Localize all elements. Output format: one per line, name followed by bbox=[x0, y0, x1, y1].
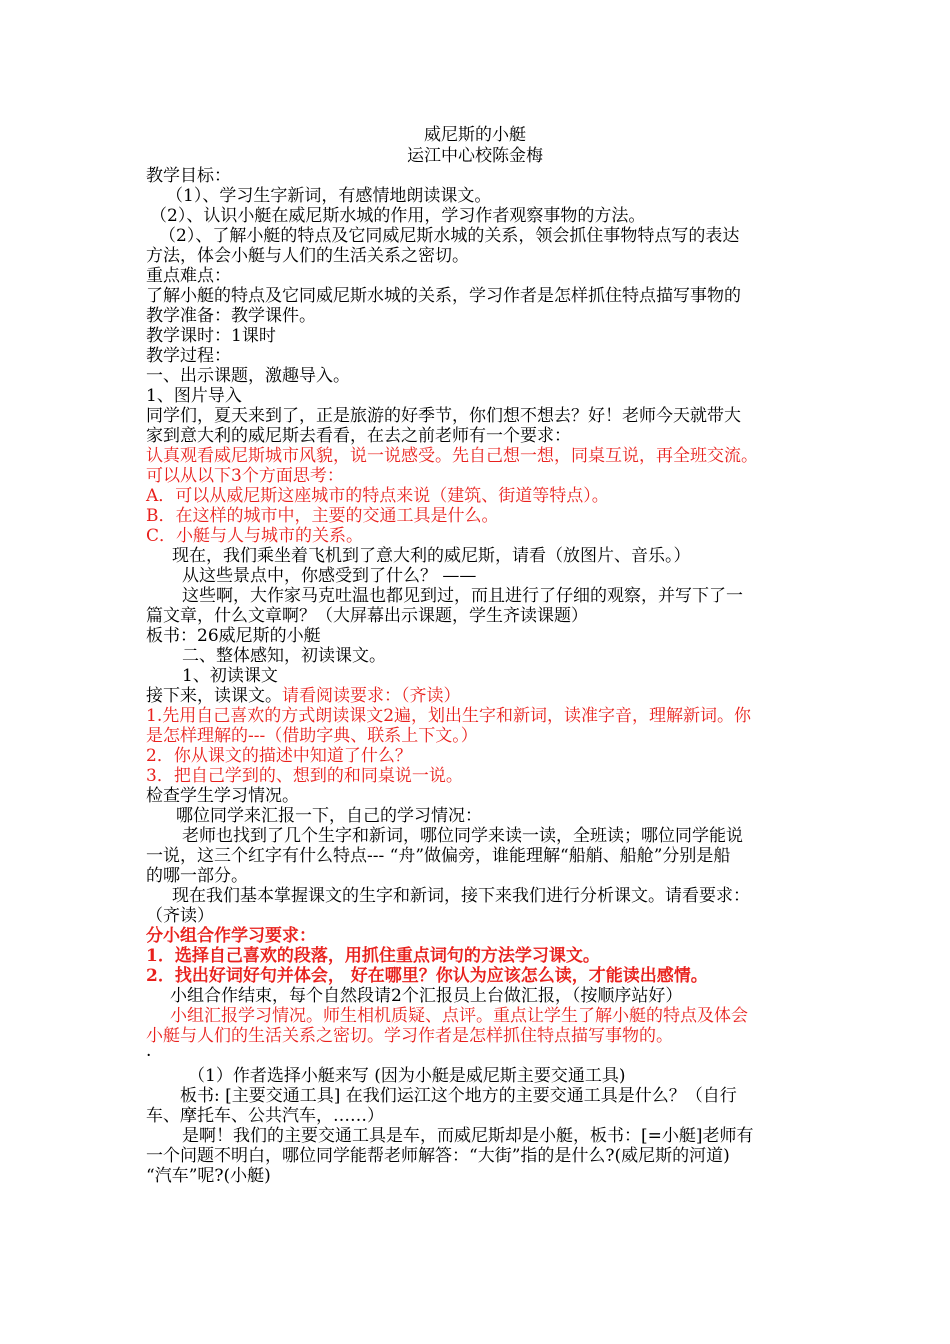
goal-3-cont: 方法，体会小艇与人们的生活关系之密切。 bbox=[146, 246, 469, 266]
bullet-dot: · bbox=[146, 1046, 152, 1066]
reading-line bbox=[146, 686, 461, 706]
aspect-a: A．可以从威尼斯这座城市的特点来说（建筑、街道等特点）。 bbox=[146, 486, 609, 506]
board-transport: 板书: [主要交通工具] 在我们运江这个地方的主要交通工具是什么？（自行 bbox=[180, 1086, 737, 1106]
reading-intro: 接下来，读课文。 bbox=[146, 686, 282, 706]
requirement-red-cont: 可以从以下3个方面思考： bbox=[146, 466, 344, 486]
paragraph-twain: 这些啊，大作家马克吐温也都见到过，而且进行了仔细的观察，并写下了一 bbox=[182, 586, 743, 606]
paragraph-plane: 现在，我们乘坐着飞机到了意大利的威尼斯，请看（放图片、音乐。） bbox=[172, 546, 691, 566]
aspect-c: C．小艇与人与城市的关系。 bbox=[146, 526, 364, 546]
analysis-intro: 现在我们基本掌握课文的生字和新词，接下来我们进行分析课文。请看要求： bbox=[172, 886, 750, 906]
section-heading-keypoints: 重点难点： bbox=[146, 266, 231, 286]
doc-title: 威尼斯的小艇 bbox=[424, 125, 526, 145]
step-1-heading: 一、出示课题，激趣导入。 bbox=[146, 366, 350, 386]
section-heading-goals: 教学目标： bbox=[146, 166, 231, 186]
check-words-cont-2: 的哪一部分。 bbox=[146, 866, 248, 886]
group-report: 小组汇报学习情况。师生相机质疑、点评。重点让学生了解小艇的特点及体会 bbox=[170, 1006, 748, 1026]
paragraph-intro-cont: 家到意大利的威尼斯去看看，在去之前老师有一个要求： bbox=[146, 426, 571, 446]
goal-3: （2）、了解小艇的特点及它同威尼斯水城的关系，领会抓住事物特点写的表达 bbox=[159, 226, 740, 246]
group-end: 小组合作结束，每个自然段请2个汇报员上台做汇报，（按顺序站好） bbox=[170, 986, 683, 1006]
check-words: 老师也找到了几个生字和新词，哪位同学来读一读，全班读；哪位同学能说 bbox=[182, 826, 743, 846]
doc-author: 运江中心校陈金梅 bbox=[407, 146, 543, 166]
board-title: 板书：26威尼斯的小艇 bbox=[146, 626, 321, 646]
check-heading: 检查学生学习情况。 bbox=[146, 786, 299, 806]
group-item-1: 1．选择自己喜欢的段落，用抓住重点词句的方法学习课文。 bbox=[146, 946, 600, 966]
analysis-intro-cont: （齐读） bbox=[146, 906, 214, 926]
analysis-1: （1）作者选择小艇来写 (因为小艇是威尼斯主要交通工具) bbox=[188, 1066, 626, 1086]
check-report: 哪位同学来汇报一下，自己的学习情况： bbox=[176, 806, 482, 826]
reading-item-3: 3．把自己学到的、想到的和同桌说一说。 bbox=[146, 766, 463, 786]
step-2-heading: 二、整体感知，初读课文。 bbox=[182, 646, 386, 666]
paragraph-boat-cont: 一个问题不明白，哪位同学能帮老师解答：“大街”指的是什么?(威尼斯的河道) bbox=[146, 1146, 730, 1166]
reading-requirement: 请看阅读要求：（齐读） bbox=[282, 686, 461, 706]
hours-text: 教学课时：1课时 bbox=[146, 326, 276, 346]
group-item-2: 2．找出好词好句并体会， 好在哪里？你认为应该怎么读，才能读出感情。 bbox=[146, 966, 708, 986]
section-heading-process: 教学过程： bbox=[146, 346, 231, 366]
goal-1: （1）、学习生字新词，有感情地朗读课文。 bbox=[166, 186, 492, 206]
group-heading: 分小组合作学习要求： bbox=[146, 926, 316, 946]
requirement-red: 认真观看威尼斯城市风貌，说一说感受。先自己想一想，同桌互说，再全班交流。 bbox=[146, 446, 758, 466]
board-transport-cont: 车、摩托车、公共汽车，……） bbox=[146, 1106, 384, 1126]
reading-item-1: 1.先用自己喜欢的方式朗读课文2遍，划出生字和新词，读准字音，理解新词。你 bbox=[146, 706, 752, 726]
paragraph-boat-cont-2: “汽车”呢?(小艇) bbox=[146, 1166, 271, 1186]
step-1-1: 1、图片导入 bbox=[146, 386, 242, 406]
paragraph-boat: 是啊！我们的主要交通工具是车，而威尼斯却是小艇，板书：[=小艇]老师有 bbox=[182, 1126, 754, 1146]
goal-2: （2）、认识小艇在威尼斯水城的作用，学习作者观察事物的方法。 bbox=[150, 206, 646, 226]
keypoints-text: 了解小艇的特点及它同威尼斯水城的关系，学习作者是怎样抓住特点描写事物的 bbox=[146, 286, 741, 306]
check-words-cont: 一说，这三个红字有什么特点--- “舟”做偏旁，谁能理解“船艄、船舱”分别是船 bbox=[146, 846, 731, 866]
paragraph-twain-cont: 篇文章，什么文章啊？（大屏幕出示课题，学生齐读课题） bbox=[146, 606, 588, 626]
reading-item-1-cont: 是怎样理解的---（借助字典、联系上下文。） bbox=[146, 726, 478, 746]
reading-item-2: 2．你从课文的描述中知道了什么？ bbox=[146, 746, 412, 766]
step-2-1: 1、初读课文 bbox=[182, 666, 278, 686]
prep-text: 教学准备：教学课件。 bbox=[146, 306, 316, 326]
aspect-b: B．在这样的城市中，主要的交通工具是什么。 bbox=[146, 506, 499, 526]
paragraph-feel: 从这些景点中，你感受到了什么？ —— bbox=[182, 566, 477, 586]
group-report-cont: 小艇与人们的生活关系之密切。学习作者是怎样抓住特点描写事物的。 bbox=[146, 1026, 673, 1046]
paragraph-intro: 同学们，夏天来到了，正是旅游的好季节，你们想不想去？好！老师今天就带大 bbox=[146, 406, 741, 426]
